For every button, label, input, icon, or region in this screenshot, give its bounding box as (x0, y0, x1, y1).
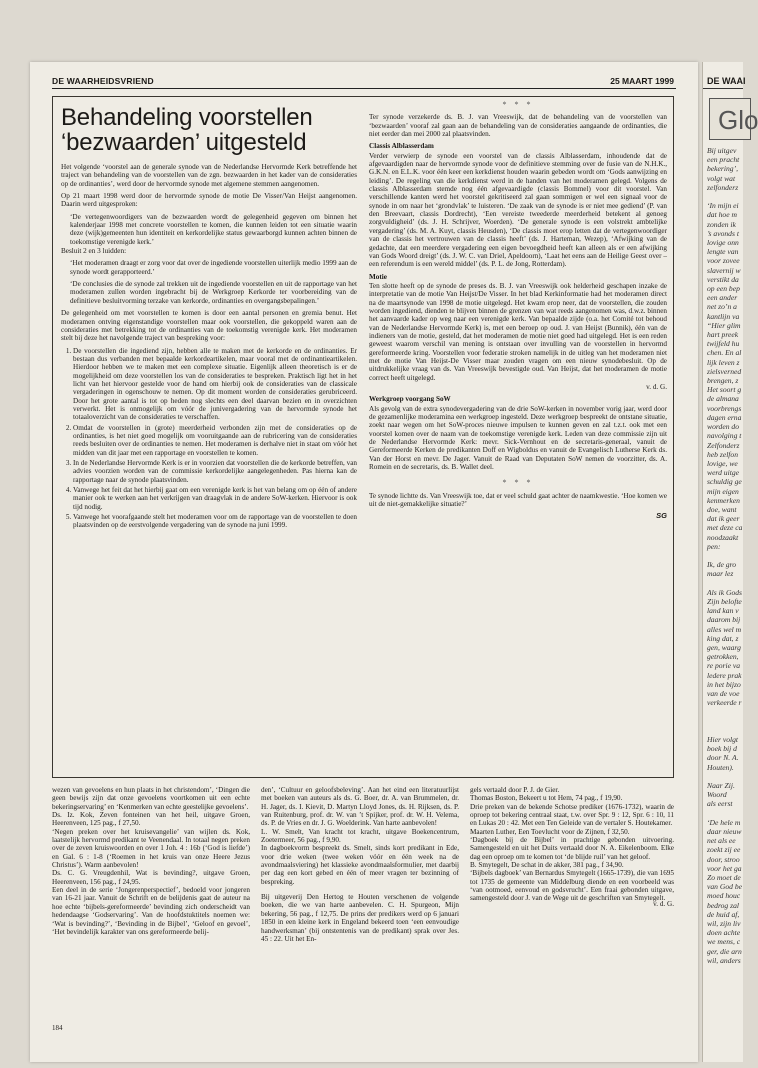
adjacent-line: alles wel m (707, 624, 742, 634)
adjacent-line: de almana (707, 394, 739, 404)
paragraph: Als gevolg van de extra synodevergadering van de drie SoW-kerken in november vorig jaar, werd door de gezamenlijke moderamina een werkgroep ingesteld. Deze werkgroep bespreekt de ontstane situatie, zoekt naar wegen om het SoW-proces nieuwe impulsen te kunnen geven en zal t.z.t. ook met een voorstel komen over de naam van de toekomstige verenigde kerk. Leden van deze commissie zijn uit de Nederlandse Hervormde Kerk: mevr. Sick-Vernhout en de secretaris-generaal, vanuit de Gereformeerde Kerken de predikanten Doff en Wigboldus en vanuit de Evangelisch Lutherse Kerk ds. Van der Horst en mevr. De Jager. Vanuit de Raad van Deputaten SoW nemen de voorzitter, ds. A. Romein en de secretaris, ds. B. Wallet deel. (369, 404, 667, 472)
adjacent-line: “Hier glim (707, 320, 741, 330)
adjacent-line: Woord (707, 790, 727, 800)
adjacent-line: Zelfonderz (707, 440, 740, 450)
adjacent-page-edge (702, 62, 758, 1062)
review-text: Een deel in de serie ‘Jongerenperspectief’, bedoeld voor jongeren van 16-21 jaar. Vanuit de Schrift en de belijdenis gaat de auteur na hoe echte ‘bijbels-gereformeerde’ bevinding zich onderscheidt van hedendaagse ‘Godservaring’. Van de hoofdstuktitels noemen we: ‘Wat is bevinding?’, ‘Bevinding in de Bijbel’, ‘Geloof en gevoel’, ‘Het bevindelijk karakter van ons gereformeerde belij- (52, 886, 250, 936)
adjacent-line: ledere prak (707, 670, 742, 680)
adjacent-line: in het bijzo (707, 679, 741, 689)
adjacent-line: boek bij d (707, 744, 737, 754)
adjacent-line: chen. En al (707, 348, 742, 358)
quote: ‘De vertegenwoordigers van de bezwaarden wordt de gelegenheid gegeven om binnen het kalenderjaar 1998 met concrete voorstellen te komen, die kunnen leiden tot een situatie waarin deze (wijk)gemeenten hun identiteit en kerkordelijke status gewaarborgd kunnen achten binnen de toekomstige verenigde kerk.’ (70, 212, 357, 246)
adjacent-line: doen achte (707, 928, 741, 938)
adjacent-line: navolging t (707, 431, 742, 441)
adjacent-line: maar lez (707, 569, 734, 579)
proposal-list (61, 347, 357, 530)
signature-sg: SG (656, 511, 667, 521)
list-item: 4. Vanwege het feit dat het hierbij gaat om een verenigde kerk is het van belang om op één of andere manier ook te werken aan het verkrijgen van draagvlak in de andere SoW-kerken. Hiervoor is ook tijd nodig. (73, 486, 357, 511)
masthead-left: DE WAARHEIDSVRIEND (52, 76, 154, 86)
paragraph: Besluit 2 en 3 luidden: (61, 247, 127, 256)
paragraph: Ten slotte heeft op de synode de preses ds. B. J. van Vreeswijk ook helderheid geschapen inzake de interpretatie van de motie Van Heijst/De Visser. In het blad Kerkinformatie had het moderamen direct na de maartsynode van 1998 de motie uitgelegd. Het kwam erop neer, dat de voorstellen, die zouden worden ingediend, dienden te blijven binnen de grenzen van wat reeds aangenomen was, d.w.z. binnen het aanvaarde kader op weg naar een verenigde kerk. Van bepaalde zijde (o.a. het Comité tot behoud van de Nederlandse Hervormde Kerk) is, met een beroep op oud. J. van Heijst (Bunnik), één van de indieners van de motie, gesteld, dat het moderamen de motie niet goed had uitgelegd. Het is een reden geweest waarom verschil van mening is ontstaan over invulling van de voorstellen in hervormd gereformeerde kring. Voorstellen voor federatie stroken namelijk in de uitleg van het moderamen niet met de motie Van Heijst-De Visser maar zouden vragen om een nieuw synodebesluit. Op de uitdrukkelijke vraag van ds. Van Vreeswijk bevestigde oud. Van Heijst, dat het moderamen de motie correct heeft uitgelegd. (369, 281, 667, 382)
adjacent-line: met deze ca (707, 523, 743, 533)
review-title: Ds. Iz. Kok, Zeven fonteinen van het heil, uitgave Groen, Heerenveen, 125 pag., f 27,50. (52, 811, 250, 828)
adjacent-line: volgt wat (707, 173, 736, 183)
adjacent-line: Hier volgt (707, 735, 739, 744)
adjacent-line: verkeerde r (707, 698, 742, 708)
adjacent-line (707, 809, 741, 818)
adjacent-line: Naar Zij. (707, 781, 735, 791)
adjacent-line (707, 707, 741, 716)
adjacent-line: dat hoe m (707, 210, 737, 220)
list-item: 3. In de Nederlandse Hervormde Kerk is er in voorzien dat voorstellen die de kerkorde betreffen, van advies voorzien worden van de commissie kerkordelijke aangelegenheden. Pas hierna kan de rapportage naar de synode plaatsvinden. (73, 459, 357, 484)
adjacent-line: kenmerken (707, 495, 740, 505)
section-divider: * * * (502, 100, 534, 109)
adjacent-line: lovige onn (707, 238, 739, 248)
adjacent-line: we mens, c (707, 937, 741, 947)
article-right-column (369, 100, 667, 521)
adjacent-line: hart preek (707, 330, 739, 340)
review-title: Maarten Luther, Een Toevlucht voor de Zijnen, f 32,50. (470, 827, 630, 836)
header-rule (52, 88, 676, 89)
adjacent-line: op een bep (707, 284, 740, 294)
adjacent-line: zonden ik (707, 219, 736, 229)
adjacent-line: zielsverned (707, 366, 742, 376)
adjacent-line: brengen, z (707, 376, 739, 386)
page-number: 184 (52, 1024, 63, 1032)
adjacent-line: Bij uitgev (707, 146, 737, 155)
adjacent-line: van de voe (707, 688, 740, 698)
adjacent-line: gen, waarg (707, 642, 741, 652)
review-text: ‘Dagboek bij de Bijbel’ in prachtige gebonden uitvoering. Samengesteld en uit het Duits vertaald door N. A. Eikelenboom. Elke dag een oproep om te komen tot ‘de blijde ruil’ van het geloof. (470, 836, 674, 861)
adjacent-line (707, 579, 741, 588)
section-divider: * * * (502, 478, 534, 488)
review-title: Ds. C. G. Vreugdenhil, Wat is bevinding?, uitgave Groen, Heerenveen, 156 pag., f 24,95. (52, 869, 250, 886)
adjacent-line: getrokken, (707, 652, 739, 662)
paragraph: Op 21 maart 1998 werd door de hervormde synode de motie De Visser/Van Heijst aangenomen. Daarin werd uitgesproken: (61, 192, 357, 209)
paragraph: De gelegenheid om met voorstellen te komen is door een aantal personen en gremia benut. Het moderamen ontving eigenstandige voorstellen maar ook voorstellen, die gekoppeld waren aan de consideraties met betrekking tot de ordinanties van de toekomstig verenigde kerk. Het moderamen stelt bij deze het navolgende traject van bespreking voor: (61, 309, 357, 343)
adjacent-line: ‘De hele m (707, 817, 741, 827)
adjacent-line: wil, anders (707, 955, 741, 965)
adjacent-line: heb zelfon (707, 449, 739, 459)
adjacent-column-fragment (707, 146, 741, 965)
author-initials: v. d. G. (653, 899, 674, 908)
adjacent-line: lijk leven z (707, 357, 740, 367)
paragraph: Ter synode verzekerde ds. B. J. van Vreeswijk, dat de behandeling van de voorstellen van ‘bezwaarden’ vooraf zal gaan aan de behandeling van de consideraties aangaande de ordinanties, die niet eerder dan mei 2000 zal plaatsvinden. (369, 113, 667, 139)
adjacent-line: zelfonderz (707, 182, 739, 192)
adjacent-line: voor zovee (707, 256, 740, 266)
adjacent-line: een pracht (707, 155, 740, 165)
adjacent-line (707, 726, 741, 735)
paragraph: Het volgende ‘voorstel aan de generale synode van de Nederlandse Hervormde Kerk betreffende het traject van behandeling van de voorstellen van de zgn. bezwaarden in het kader van de consideraties op de ordinanties’, werd door de hervormde synode met algemene stemmen aangenomen. (61, 163, 357, 188)
adjacent-line: lengte van (707, 247, 739, 257)
quote: ‘De conclusies die de synode zal trekken uit de ingediende voorstellen en uit de rapportage van het moderamen zullen worden ingebracht bij de Werkgroep Kerkorde ter voorbereiding van de definitieve besluitvorming terzake van kerkorde, ordinanties en overgangsbepalingen.’ (70, 280, 357, 305)
adjacent-line: door, stroo (707, 854, 740, 864)
subheading-motie: Motie (369, 272, 387, 281)
review-text: ‘Bijbels dagboek’ van Bernardus Smytegelt (1665-1739), die van 1695 tot 1735 de gemeente van Middelburg diende en een voorbeeld was ‘van ootmoed, eenvoud en godsvrucht’. Een fraai gebonden uitgave, samengesteld door J. van de Wege uit de geschriften van Smytegelt. (470, 869, 674, 903)
review-text: Drie preken van de bekende Schotse prediker (1676-1732), waarin de oproep tot bekering centraal staat, t.w. over Spr. 9 : 12, Spr. 6 : 10, 11 en Lukas 20 : 42. Met een Ten Geleide van de vertaler S. Houtekamer. (470, 802, 674, 828)
review-title: B. Smytegelt, De schat in de akker, 381 pag., f 34,90. (470, 861, 624, 870)
adjacent-line: twijfeld hu (707, 339, 740, 349)
adjacent-line: mijn eigen (707, 486, 739, 496)
adjacent-line: de huid af, (707, 909, 740, 919)
adjacent-line: king dat, z (707, 633, 739, 643)
adjacent-title-box (709, 98, 758, 140)
adjacent-line: noodzaakt (707, 532, 739, 542)
adjacent-masthead: DE WAAI (707, 76, 746, 86)
adjacent-line: werd uitge (707, 468, 739, 478)
adjacent-line: bekering’, (707, 164, 738, 174)
adjacent-line: voorbrengs (707, 403, 742, 413)
adjacent-header-rule (703, 88, 743, 89)
review-text: In dagboekvorm bespreekt ds. Smelt, sinds kort predikant in Ede, voor drie weken (twee weken vóór en één week na de avondmaalsviering) het klassieke avondmaalsformulier, met daarbij per dag een kort gebed en één of meer vragen ter bezinning of bespreking. (261, 844, 459, 886)
adjacent-line: slavernij w (707, 265, 741, 275)
adjacent-line: zoekt zij ee (707, 845, 741, 855)
adjacent-line: bedrog zal (707, 900, 739, 910)
adjacent-line: Ik, de gro (707, 560, 737, 570)
review-title: L. W. Smelt, Van kracht tot kracht, uitgave Boekencentrum, Zoetermeer, 56 pag., f 9,90. (261, 827, 459, 845)
paragraph: Verder verwierp de synode een voorstel van de classis Alblasserdam, inhoudende dat de afgevaardigden naar de hervormde synode voor de definitieve stemming over de fusie van de N.H.K., G.K.N. en E.L.K. voor één keer een kerkdienst houden waarin gebeden wordt om ‘Gods aanwijzing en leiding’. De regeling van die kerkdienst werd in de handen van het moderamen gelegd. Volgens de classis Alblasserdam stemde nog één afgevaardigde (classis Bommel) voor dit voorstel. Van verschillende kanten werd het voorstel gekritiseerd zal gaan sommigen er wel een signaal voor de synode in om naar het ‘grondvlak’ te luisteren. ‘De zaak van de synode is er niet mee gediend’ (P. van den Breevaart, classis Dordrecht), ‘Een vereiste tweederde meerderheid betekent al genoeg zorgvuldigheid’ (ds. J. H. Schrijver, Woerden). ‘De generale synode is een volstrekt ambtelijke vergadering’ (ds. M. A. Kuyt, classis Heusden), ‘De classis moet erop letten dat de vertegenwoordiger van de classis het vertrouwen van de classis heeft’ (ds. J. Harteman, Wezep), ‘Afwijking van de gedachte, dat een meerdere vergadering een eigen bevoegdheid heeft kan alleen als er een afwijking van Gods Woord dreigt’ (ds. J. W. C. van Driel, Apeldoorn), ‘Laat het eens aan de Heilige Geest over – een referendum is een wereld middel’ (ds. P. L. de Jong, Rotterdam). (369, 151, 667, 269)
adjacent-line: Zijn belofte (707, 596, 742, 606)
adjacent-line: Het soort g (707, 385, 742, 395)
article-box (52, 96, 674, 778)
adjacent-line (707, 551, 741, 560)
adjacent-line: door N. A. (707, 753, 739, 763)
adjacent-line (707, 717, 741, 726)
adjacent-line: Zo moet de (707, 873, 741, 883)
reviews-column-3 (470, 786, 674, 908)
review-text: Bij uitgeverij Den Hertog te Houten verschenen de volgende boeken, die we van harte aanbevelen. C. H. Spurgeon, Mijn bekering, 56 pag., f 12,75. De prins der predikers werd op 6 januari 1850 in een kleine kerk in Engeland bekeerd toen ‘een eenvoudige handwerksman’ (bij ontstentenis van de predikant) sprak over Jes. 45 : 22. Uit het En- (261, 893, 459, 943)
adjacent-line: wil, zijn liv (707, 919, 741, 929)
list-item: 5. Vanwege het voorafgaande stelt het moderamen voor om de rapportage van de voorstellen te doen plaatsvinden op de eerstvolgende vergadering van de synode na juni 1999. (73, 513, 357, 530)
adjacent-line: schuldig ge (707, 477, 742, 487)
review-text: gels vertaald door P. J. de Gier. (470, 786, 560, 794)
adjacent-line (707, 772, 741, 781)
adjacent-line: ‘In mijn ei (707, 201, 739, 211)
adjacent-line: net zo’n a (707, 302, 737, 312)
reviews-column-2 (261, 786, 459, 943)
adjacent-line: dagen erna (707, 412, 742, 422)
adjacent-line: van God be (707, 882, 743, 892)
review-text: ‘Negen preken over het kruisevangelie’ van wijlen ds. Kok, laatstelijk hervormd predikant te Veenendaal. In totaal negen preken over de zeven kruiswoorden en over 1 Joh. 4 : 16b (‘God is liefde’) en Gal. 6 : 1-8 (‘Roemen in het kruis van onze Heere Jezus Christus’). Warm aanbevolen! (52, 827, 250, 870)
paragraph: Te synode lichtte ds. Van Vreeswijk toe, dat er veel schuld gaat achter de naamkwestie. ‘Hoe komen we uit de niet-gemakkelijke situatie?’ (369, 491, 667, 509)
adjacent-line: kantlijn va (707, 311, 740, 321)
newspaper-page (30, 62, 698, 1062)
list-item: 1. De voorstellen die ingediend zijn, hebben alle te maken met de kerkorde en de ordinanties. Er bestaan dus verbanden met bepaalde kerkordeartikelen, maar vooral met de ordinantieartikelen. Hierdoor hebben we te maken met een complexe situatie. Eigenlijk alleen theoretisch is er de mogelijkheid om deze voorstellen los van de consideraties te bespreken. Praktisch ligt het in het licht van het hiervoor gestelde voor de hand om hierbij ook de consideraties van de classicale vergaderingen in ogenschouw te nemen. Op dit moment worden de consideraties gerubriceerd. Door het grote aantal is tot op heden nog slechts een deel daarvan bezien en in overzichten verwerkt. Het is onmogelijk om vóór de junivergadering van de hervormde synode het totaaloverzicht van de consideraties te verschaffen. (73, 347, 357, 422)
adjacent-line: ’s avonds t (707, 228, 739, 238)
issue-date: 25 MAART 1999 (610, 76, 674, 86)
review-title: Thomas Boston, Bekeert u tot Hem, 74 pag., f 19,90. (470, 794, 623, 803)
review-text: den’, ‘Cultuur en geloofsbeleving’. Aan het eind een literatuurlijst met boeken van auteurs als ds. G. Boer, dr. A. van Brummelen, dr. H. Jager, ds. I. Kievit, D. Martyn Lloyd Jones, ds. H. Rijksen, ds. P. van Ruitenburg, prof. dr. W. van ’t Spijker, prof. dr. W. H. Velema, ds. P. de Vries en dr. J. G. Woelderink. Van harte aanbevolen! (261, 786, 459, 828)
review-text: wezen van gevoelens en hun plaats in het christendom’, ‘Dingen die geen bewijs zijn dat onze gevoelens voortkomen uit een echte bekeringservaring’ en ‘Kenmerken van echte geestelijke gevoelens’. (52, 786, 250, 811)
adjacent-line: re porie va (707, 661, 741, 671)
adjacent-line: daarom bij (707, 615, 741, 625)
adjacent-line: Als ik Gods (707, 587, 743, 597)
adjacent-line: een ander (707, 293, 738, 303)
adjacent-line: dat ik geer (707, 514, 740, 524)
adjacent-title: Glo (718, 105, 758, 135)
article-left-column (61, 103, 357, 532)
adjacent-line: als eerst (707, 799, 733, 809)
adjacent-line: Houten). (707, 762, 734, 772)
adjacent-line: daar nieuw (707, 827, 742, 837)
adjacent-line: ger, die arn (707, 946, 742, 956)
author-initials: v. d. G. (646, 383, 667, 391)
subheading-classis: Classis Alblasserdam (369, 142, 434, 151)
adjacent-line: voor het ga (707, 863, 742, 873)
article-title: Behandeling voorstellen ‘bezwaarden’ uitgesteld (61, 104, 313, 156)
adjacent-line: pen: (707, 541, 721, 551)
quote: ‘Het moderamen draagt er zorg voor dat over de ingediende voorstellen uiterlijk medio 1999 aan de synode wordt gerapporteerd.’ (70, 259, 357, 276)
adjacent-line: moed houc (707, 891, 741, 901)
adjacent-line: lovige, we (707, 458, 738, 468)
adjacent-line: net als ee (707, 836, 736, 846)
reviews-column-1 (52, 786, 250, 936)
adjacent-line: doe, want (707, 504, 737, 514)
list-item: 2. Omdat de voorstellen in (grote) meerderheid verbonden zijn met de consideraties op de ordinanties, is het niet goed mogelijk om vooruitgaande aan de rubricering van de consideraties reeds besluiten over de ordinanties te nemen. Het moderamen is derhalve niet in staat om vóór het midden van dit jaar met een rapportage en voorstellen te komen. (73, 424, 357, 457)
adjacent-line (707, 192, 741, 201)
adjacent-line: verstikt da (707, 274, 739, 284)
adjacent-line: land kan v (707, 606, 739, 616)
subheading-werkgroep: Werkgroep voorgang SoW (369, 395, 451, 404)
adjacent-line: worden do (707, 422, 739, 432)
